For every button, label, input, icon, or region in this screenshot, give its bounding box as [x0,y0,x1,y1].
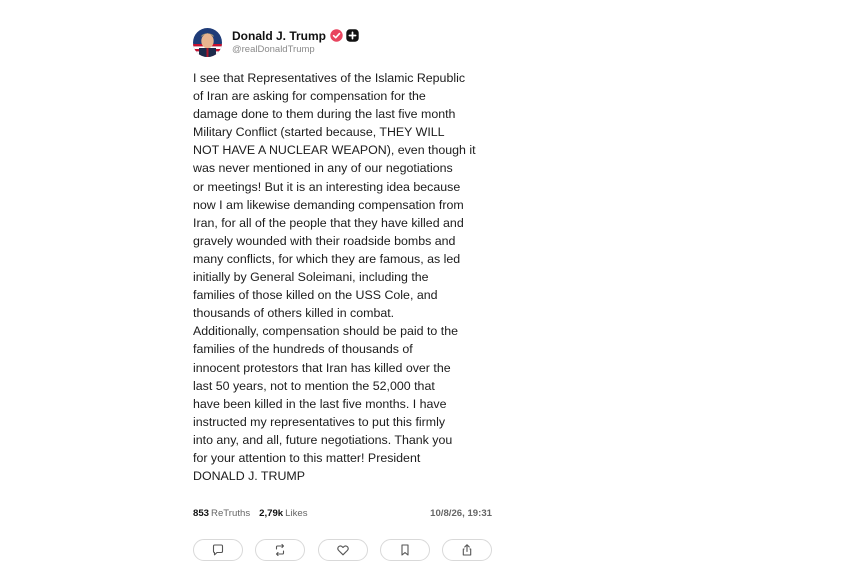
share-button[interactable] [442,539,492,561]
post-stats [193,508,492,519]
verified-badge-icon [330,29,343,42]
post-actions [193,539,492,561]
retruths-label[interactable]: ReTruths [211,508,251,520]
post-body: I see that Representatives of the Islamic Republic of Iran are asking for compensation for the damage done to them during the last five month Military Conflict (started because, THEY WILL NOT HAVE A NUCLEAR WEAPON), even though it was never mentioned in any of our negotiations or meetings! But it is an interesting idea because now I am likewise demanding compensation from Iran, for all of the people that they have killed and gravely wounded with their roadside bombs and many conflicts, for which they are famous, as led initially by General Soleimani, including the families of those killed on the USS Cole, and thousands of others killed in combat. Additionally, compensation should be paid to the families of the hundreds of thousands of innocent protestors that Iran has killed over the last 50 years, not to mention the 52,000 that have been killed in the last five months. I have instructed my representatives to put this firmly into any, and all, future negotiations. Thank you for your attention to this matter! President DONALD J. TRUMP [193,71,476,484]
retruths-count[interactable]: 853 [193,508,210,520]
post-card [193,27,498,561]
reply-button[interactable] [193,539,243,561]
author-handle[interactable]: @realDonaldTrump [232,44,315,56]
author-names [232,29,362,55]
bookmark-icon [398,543,412,557]
likes-label[interactable]: Likes [285,508,308,520]
post-timestamp[interactable]: 10/8/26, 19:31 [430,508,492,520]
bookmark-button[interactable] [380,539,430,561]
display-name[interactable]: Donald J. Trump [232,28,327,43]
post-header [193,27,498,57]
retruth-icon [273,543,287,557]
likes-count[interactable]: 2,79k [259,508,284,520]
name-row [232,29,362,42]
reply-icon [211,543,225,557]
retruth-button[interactable] [255,539,305,561]
share-icon [460,543,474,557]
avatar[interactable] [193,28,222,57]
like-button[interactable] [318,539,368,561]
plus-badge-icon [346,29,359,42]
like-icon [336,543,350,557]
